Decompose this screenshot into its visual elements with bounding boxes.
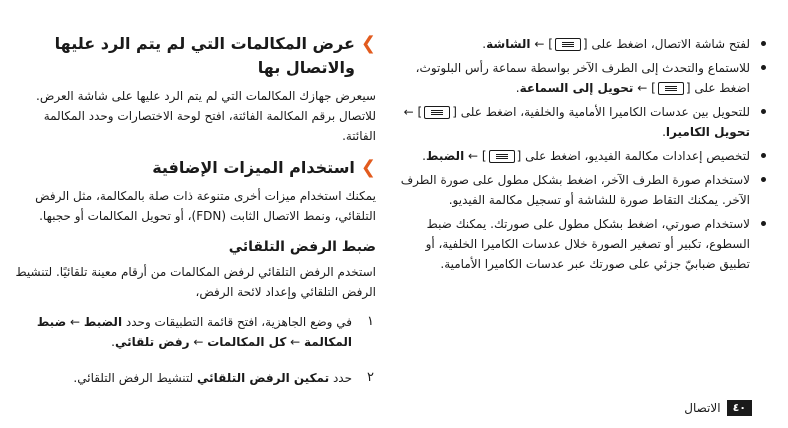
step-bold-term: رفض تلقائي (114, 335, 190, 349)
arrow-text: ← (66, 315, 84, 329)
menu-key-bracket: [] (548, 37, 588, 51)
bullet-text: لاستخدام صورة الطرف الآخر، اضغط بشكل مطول على صورة الطرف الآخر. يمكنك التقاط صورة للشاشة أو تسجيل مكالمة الفيديو. (400, 173, 750, 207)
step-text: في وضع الجاهزية، افتح قائمة التطبيقات وحدد (125, 315, 352, 329)
subsection-title: ضبط الرفض التلقائي (228, 239, 376, 255)
list-item (392, 146, 768, 166)
step-bold-term: كل المكالمات (207, 335, 287, 349)
bullet-end: . (422, 149, 426, 163)
bullet-icon (761, 109, 766, 114)
bullet-text: للاستماع والتحدث إلى الطرف الآخر بواسطة سماعة رأس البلوتوث، اضغط على (415, 61, 750, 95)
list-item (392, 58, 768, 98)
section-heading-missed-calls (8, 32, 376, 80)
step-end: . (111, 335, 115, 349)
menu-key-icon (555, 38, 581, 51)
arrow-text: ← (633, 81, 648, 95)
bullet-bold-term: تحويل الكاميرا (665, 125, 750, 139)
step-text: حدد (332, 371, 352, 385)
section-heading-extra-features (8, 156, 376, 180)
chevron-icon: ❯ (360, 157, 376, 178)
chevron-icon: ❯ (360, 33, 376, 54)
bullet-bold-term: الشاشة (486, 37, 531, 51)
arrow-text: ← (464, 149, 479, 163)
bullet-text: لتخصيص إعدادات مكالمة الفيديو، اضغط على (525, 149, 750, 163)
page-number: ٤٠ (727, 400, 752, 416)
list-item (392, 170, 768, 210)
section-title: عرض المكالمات التي لم يتم الرد عليها والاتصال بها (54, 34, 355, 77)
step-number: ٢ (367, 370, 374, 385)
step-bold-term: تمكين الرفض التلقائي (197, 371, 330, 385)
left-column (8, 32, 376, 404)
bullet-text: للتحويل بين عدسات الكاميرا الأمامية والخلفية، اضغط على (460, 105, 750, 119)
bullet-bold-term: الضبط (425, 149, 465, 163)
arrow-text: ← (530, 37, 545, 51)
arrow-text: ← (403, 105, 414, 119)
bullet-icon (761, 177, 766, 182)
section-body: سيعرض جهازك المكالمات التي لم يتم الرد عليها على شاشة العرض. للاتصال برقم المكالمة الفائتة، افتح لوحة الاختصارات وحدد المكالمة الفائتة. (36, 89, 376, 143)
bullet-text: لفتح شاشة الاتصال، اضغط على (591, 37, 750, 51)
menu-key-bracket: [] (481, 149, 522, 163)
bullet-text: لاستخدام صورتي، اضغط بشكل مطول على صورتك. يمكنك ضبط السطوع، تكبير أو تصغير الصورة خلال عدسات الكاميرا الخلفية، أو تطبيق ضبابيّ جزئي على صورتك عبر عدسات الكاميرا الأمامية. (425, 217, 750, 271)
step-item (8, 368, 376, 388)
menu-key-icon (489, 150, 515, 163)
menu-key-bracket: [] (417, 105, 457, 119)
bullet-icon (761, 65, 766, 70)
menu-key-icon (424, 106, 450, 119)
video-call-options-list (392, 34, 768, 274)
step-end: لتنشيط الرفض التلقائي. (73, 371, 197, 385)
subsection-body: استخدم الرفض التلقائي لرفض المكالمات من أرقام معينة تلقائيًا. لتنشيط الرفض التلقائي وإعداد لائحة الرفض، (15, 265, 376, 299)
step-bold-term: ضبط المكالمة (36, 315, 352, 349)
list-item (392, 214, 768, 274)
list-item (392, 102, 768, 142)
menu-key-icon (658, 82, 684, 95)
section-title: استخدام الميزات الإضافية (152, 158, 355, 177)
bullet-end: . (515, 81, 520, 95)
bullet-bold-term: تحويل إلى السماعة (519, 81, 634, 95)
bullet-end: . (662, 125, 666, 139)
bullet-icon (761, 153, 766, 158)
right-column (392, 34, 768, 278)
list-item (392, 34, 768, 54)
step-bold-term: الضبط (83, 315, 123, 329)
section-body: يمكنك استخدام ميزات أخرى متنوعة ذات صلة بالمكالمة، مثل الرفض التلقائي، ونمط الاتصال الثابت (FDN)، أو تحويل المكالمات أو حجبها. (35, 189, 376, 223)
steps-list (8, 312, 376, 388)
arrow-text: ← (286, 335, 305, 349)
step-number: ١ (367, 314, 374, 329)
page-footer (684, 400, 752, 416)
arrow-text: ← (189, 335, 208, 349)
chapter-label: الاتصال (684, 401, 721, 415)
bullet-icon (761, 221, 766, 226)
bullet-end: . (482, 37, 487, 51)
step-item (8, 312, 376, 352)
bullet-icon (761, 41, 766, 46)
menu-key-bracket: [] (651, 81, 691, 95)
